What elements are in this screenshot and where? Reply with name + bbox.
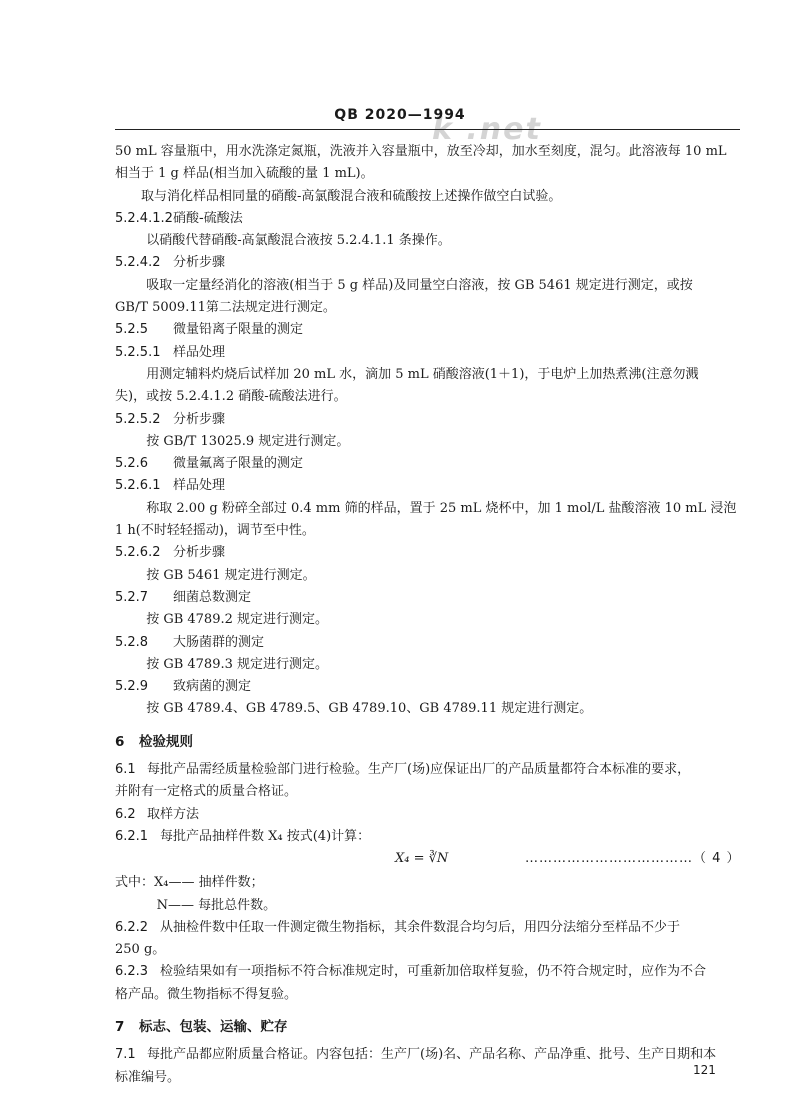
section-heading: 5.2.6.2 分析步骤 [115,545,226,561]
formula-variable: N—— 每批总件数。 [156,897,277,913]
header-rule [115,129,740,130]
paragraph: 按 GB 5461 规定进行测定。 [146,567,316,583]
paragraph: 称取 2.00 g 粉碎全部过 0.4 mm 筛的样品，置于 25 mL 烧杯中，加 1 mol/L 盐酸溶液 10 mL 浸泡 [146,500,737,516]
section-heading: 5.2.4.1.2硝酸-硫酸法 [115,210,243,226]
section-heading: 5.2.6.1 样品处理 [115,478,226,494]
section-heading: 5.2.6 微量氟离子限量的测定 [115,456,304,472]
paragraph: 1 h(不时轻轻摇动)，调节至中性。 [115,523,315,539]
paragraph: 以硝酸代替硝酸-高氯酸混合液按 5.2.4.1.1 条操作。 [146,233,451,249]
text-line: 取与消化样品相同量的硝酸-高氯酸混合液和硫酸按上述操作做空白试验。 [141,188,562,204]
clause: 6.2.1 每批产品抽样件数 X₄ 按式(4)计算： [115,828,371,844]
paragraph: 按 GB 4789.4、GB 4789.5、GB 4789.10、GB 4789.11 规定进行测定。 [146,701,593,717]
clause-cont: 标准编号。 [115,1069,181,1085]
text-line: 50 mL 容量瓶中，用水洗涤定氮瓶，洗液并入容量瓶中，放至冷却，加水至刻度，混匀。此溶液每 10 mL [115,144,727,159]
body-text [115,141,745,1089]
paragraph: 用测定辅料灼烧后试样加 20 mL 水，滴加 5 mL 硝酸溶液(1＋1)，于电炉上加热煮沸(注意勿溅 [146,366,699,382]
watermark: k .net [432,112,542,147]
clause-cont: 格产品。微生物指标不得复验。 [115,986,298,1002]
formula-expression: X₄ = ∛N [395,851,449,867]
clause: 6.2.2 从抽检件数中任取一件测定微生物指标，其余件数混合均匀后，用四分法缩分至样品不少于 [115,919,681,935]
paragraph: 失)，或按 5.2.4.1.2 硝酸-硫酸法进行。 [115,389,347,405]
formula-variable: 式中：X₄—— 抽样件数； [115,875,264,891]
page-number: 121 [693,1063,716,1077]
paragraph: 按 GB 4789.2 规定进行测定。 [146,612,329,628]
chapter-heading: 6 检验规则 [115,733,193,750]
paragraph: 吸取一定量经消化的溶液(相当于 5 g 样品)及同量空白溶液，按 GB 5461 规定进行测定，或按 [146,277,693,293]
chapter-heading: 7 标志、包装、运输、贮存 [115,1018,288,1035]
section-heading: 5.2.5.2 分析步骤 [115,411,226,427]
text-line: 相当于 1 g 样品(相当加入硫酸的量 1 mL)。 [115,166,374,182]
clause: 6.1 每批产品需经质量检验部门进行检验。生产厂(场)应保证出厂的产品质量都符合本标准的要求， [115,762,691,778]
paragraph: GB/T 5009.11第二法规定进行测定。 [115,300,336,316]
section-heading: 5.2.9 致病菌的测定 [115,679,252,695]
section-heading: 5.2.5 微量铅离子限量的测定 [115,322,304,338]
clause: 7.1 每批产品都应附质量合格证。内容包括：生产厂(场)名、产品名称、产品净重、批号、生产日期和本 [115,1047,717,1063]
standard-code: QB 2020—1994 [334,107,466,123]
section-heading: 5.2.4.2 分析步骤 [115,255,226,271]
formula [115,848,745,872]
paragraph: 按 GB 4789.3 规定进行测定。 [146,656,329,672]
clause-cont: 并附有一定格式的质量合格证。 [115,784,298,800]
clause: 6.2.3 检验结果如有一项指标不符合标准规定时，可重新加倍取样复验，仍不符合规定时，应作为不合 [115,964,707,980]
formula-number: ………………………………（ 4 ） [525,851,741,867]
section-heading: 5.2.8 大肠菌群的测定 [115,634,265,650]
clause-cont: 250 g。 [115,942,166,958]
section-heading: 5.2.7 细菌总数测定 [115,589,252,605]
section-heading: 5.2.5.1 样品处理 [115,344,226,360]
paragraph: 按 GB/T 13025.9 规定进行测定。 [146,433,350,449]
section-heading: 6.2 取样方法 [115,806,200,822]
